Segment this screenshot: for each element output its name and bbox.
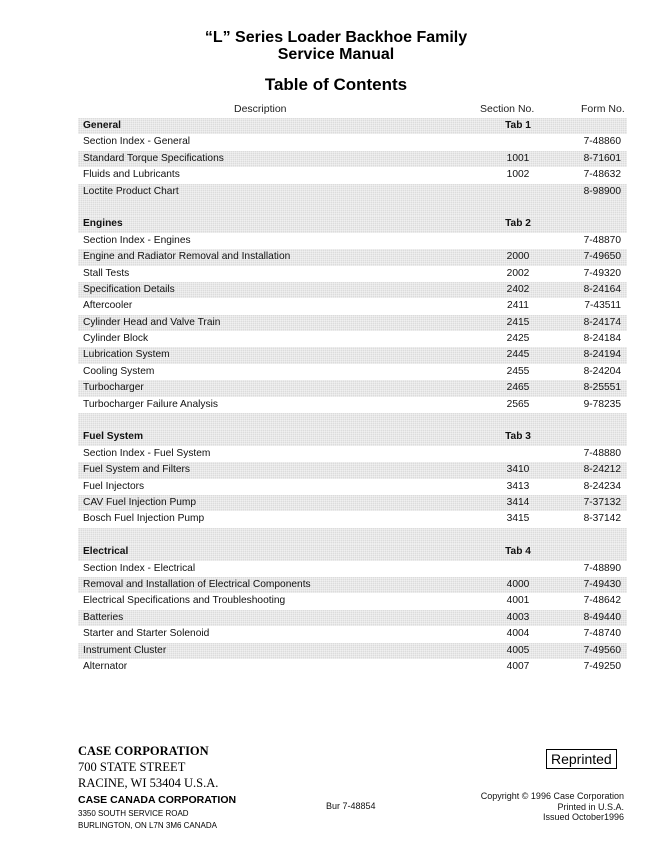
table-row xyxy=(78,331,627,347)
row-form-number: 8-24212 xyxy=(583,464,621,476)
row-section-number: 4004 xyxy=(506,628,530,640)
row-form-number: 7-49650 xyxy=(583,251,621,263)
issued-line: Issued October1996 xyxy=(542,812,624,822)
row-description: Section Index - Engines xyxy=(83,234,191,246)
table-row xyxy=(78,495,627,511)
row-form-number: 7-37132 xyxy=(583,496,621,508)
copyright-line: Copyright © 1996 Case Corporation xyxy=(480,791,624,801)
row-description: Starter and Starter Solenoid xyxy=(83,628,210,640)
row-section-number: 4001 xyxy=(506,595,530,607)
table-row xyxy=(78,643,627,659)
row-section-number: 2465 xyxy=(506,382,530,394)
section-name: General xyxy=(83,120,121,131)
row-form-number: 7-43511 xyxy=(584,300,621,312)
row-form-number: 7-48740 xyxy=(583,628,621,640)
section-header-fuel-system xyxy=(78,429,627,445)
row-form-number: 8-24184 xyxy=(583,333,621,345)
row-form-number: 8-71601 xyxy=(583,152,621,164)
row-description: Turbocharger xyxy=(83,382,144,394)
section-spacer xyxy=(78,413,627,429)
row-section-number: 1002 xyxy=(506,169,530,181)
table-row xyxy=(78,347,627,363)
section-header-electrical xyxy=(78,544,627,560)
case-address-line: 700 STATE STREET xyxy=(78,760,186,774)
row-section-number: 2002 xyxy=(506,267,530,279)
row-description: Cooling System xyxy=(83,365,155,377)
reprinted-stamp: Reprinted xyxy=(546,749,617,769)
canada-address-line: BURLINGTON, ON L7N 3M6 CANADA xyxy=(78,821,217,830)
row-description: Batteries xyxy=(83,611,124,623)
table-of-contents xyxy=(78,118,627,675)
section-tab: Tab 1 xyxy=(505,120,531,131)
row-form-number: 8-98900 xyxy=(583,185,621,197)
section-tab: Tab 4 xyxy=(505,546,531,558)
table-row xyxy=(78,249,627,265)
row-description: Stall Tests xyxy=(83,267,130,279)
table-row xyxy=(78,167,627,183)
row-form-number: 7-48880 xyxy=(583,447,621,459)
row-description: Bosch Fuel Injection Pump xyxy=(83,513,205,525)
row-section-number: 1001 xyxy=(506,152,530,164)
row-form-number: 7-48890 xyxy=(583,562,621,574)
row-section-number: 2411 xyxy=(507,300,529,312)
row-form-number: 8-25551 xyxy=(583,382,621,394)
row-description: Lubrication System xyxy=(83,349,170,361)
case-corporation-name: CASE CORPORATION xyxy=(78,744,209,758)
section-name: Engines xyxy=(83,218,123,230)
section-name: Electrical xyxy=(83,546,129,558)
row-description: Alternator xyxy=(83,660,128,672)
row-section-number: 2402 xyxy=(506,283,530,295)
row-section-number: 4007 xyxy=(506,660,530,672)
row-form-number: 8-37142 xyxy=(583,513,621,525)
table-row xyxy=(78,511,627,527)
table-row xyxy=(78,479,627,495)
row-section-number: 3415 xyxy=(506,513,530,525)
table-row xyxy=(78,298,627,314)
table-row xyxy=(78,446,627,462)
row-section-number: 2565 xyxy=(506,398,530,410)
table-row xyxy=(78,266,627,282)
row-section-number: 2445 xyxy=(506,349,530,361)
case-corporation-address xyxy=(78,744,218,791)
row-description: Section Index - Electrical xyxy=(83,562,196,574)
row-form-number: 7-48870 xyxy=(583,234,621,246)
toc-heading: Table of Contents xyxy=(264,75,408,94)
case-canada-name: CASE CANADA CORPORATION xyxy=(78,794,237,806)
copyright-block xyxy=(481,791,624,823)
table-row xyxy=(78,233,627,249)
table-row xyxy=(78,610,627,626)
row-section-number: 4003 xyxy=(506,611,530,623)
case-canada-address xyxy=(78,794,236,830)
section-spacer xyxy=(78,200,627,216)
column-header-description: Description xyxy=(234,103,287,115)
canada-address-line: 3350 SOUTH SERVICE ROAD xyxy=(78,809,189,818)
row-form-number: 8-24194 xyxy=(583,349,621,361)
table-row xyxy=(78,577,627,593)
row-form-number: 8-49440 xyxy=(583,611,621,623)
table-row xyxy=(78,380,627,396)
manual-title: “L” Series Loader Backhoe Family xyxy=(204,29,468,46)
section-tab: Tab 3 xyxy=(505,431,531,443)
row-section-number: 3414 xyxy=(506,496,530,508)
case-address-line: RACINE, WI 53404 U.S.A. xyxy=(78,776,219,790)
row-description: Specification Details xyxy=(83,283,175,295)
table-row xyxy=(78,659,627,675)
row-description: Turbocharger Failure Analysis xyxy=(83,398,218,410)
row-section-number: 2455 xyxy=(506,365,530,377)
row-description: Fuel System and Filters xyxy=(83,464,191,476)
manual-subtitle: Service Manual xyxy=(277,46,395,63)
printed-line: Printed in U.S.A. xyxy=(557,801,624,812)
section-spacer xyxy=(78,528,627,544)
row-section-number: 4005 xyxy=(506,644,530,656)
table-row xyxy=(78,561,627,577)
row-description: Cylinder Block xyxy=(83,333,149,345)
row-description: Engine and Radiator Removal and Installation xyxy=(83,251,291,263)
row-form-number: 8-24234 xyxy=(583,480,621,492)
row-description: Fluids and Lubricants xyxy=(83,169,180,181)
table-row xyxy=(78,134,627,150)
row-section-number: 2000 xyxy=(506,251,530,263)
column-header-form: Form No. xyxy=(581,103,625,115)
row-form-number: 7-49560 xyxy=(583,644,621,656)
row-section-number: 3410 xyxy=(506,464,530,476)
row-form-number: 7-49430 xyxy=(583,578,621,590)
table-row xyxy=(78,397,627,413)
section-tab: Tab 2 xyxy=(505,218,531,230)
row-form-number: 7-49250 xyxy=(583,660,621,672)
row-description: Cylinder Head and Valve Train xyxy=(83,316,221,328)
row-form-number: 8-24204 xyxy=(583,365,621,377)
table-row xyxy=(78,593,627,609)
row-description: Removal and Installation of Electrical Components xyxy=(83,578,311,590)
section-name: Fuel System xyxy=(83,431,144,443)
table-row xyxy=(78,364,627,380)
row-description: Aftercooler xyxy=(83,300,133,312)
row-description: Section Index - Fuel System xyxy=(83,447,211,459)
row-description: Standard Torque Specifications xyxy=(83,152,224,164)
row-description: Loctite Product Chart xyxy=(83,185,179,197)
table-row xyxy=(78,282,627,298)
row-section-number: 2425 xyxy=(506,333,530,345)
section-header-engines xyxy=(78,216,627,232)
table-row xyxy=(78,626,627,642)
row-form-number: 8-24174 xyxy=(583,316,621,328)
row-description: Instrument Cluster xyxy=(83,644,167,656)
row-form-number: 9-78235 xyxy=(583,398,621,410)
table-row xyxy=(78,184,627,200)
row-section-number: 3413 xyxy=(506,480,530,492)
table-row xyxy=(78,462,627,478)
row-form-number: 7-49320 xyxy=(583,267,621,279)
row-description: CAV Fuel Injection Pump xyxy=(83,496,197,508)
bur-number: Bur 7-48854 xyxy=(326,801,376,811)
row-description: Section Index - General xyxy=(83,136,191,148)
row-form-number: 7-48632 xyxy=(583,169,621,181)
row-form-number: 7-48642 xyxy=(583,595,621,607)
row-section-number: 4000 xyxy=(506,578,530,590)
row-form-number: 7-48860 xyxy=(583,136,621,148)
row-section-number: 2415 xyxy=(506,316,530,328)
section-header-general xyxy=(78,118,627,134)
row-description: Electrical Specifications and Troubleshooting xyxy=(83,595,286,607)
column-header-section: Section No. xyxy=(480,103,535,115)
row-form-number: 8-24164 xyxy=(583,283,621,295)
row-description: Fuel Injectors xyxy=(83,480,145,492)
table-row xyxy=(78,151,627,167)
table-row xyxy=(78,315,627,331)
